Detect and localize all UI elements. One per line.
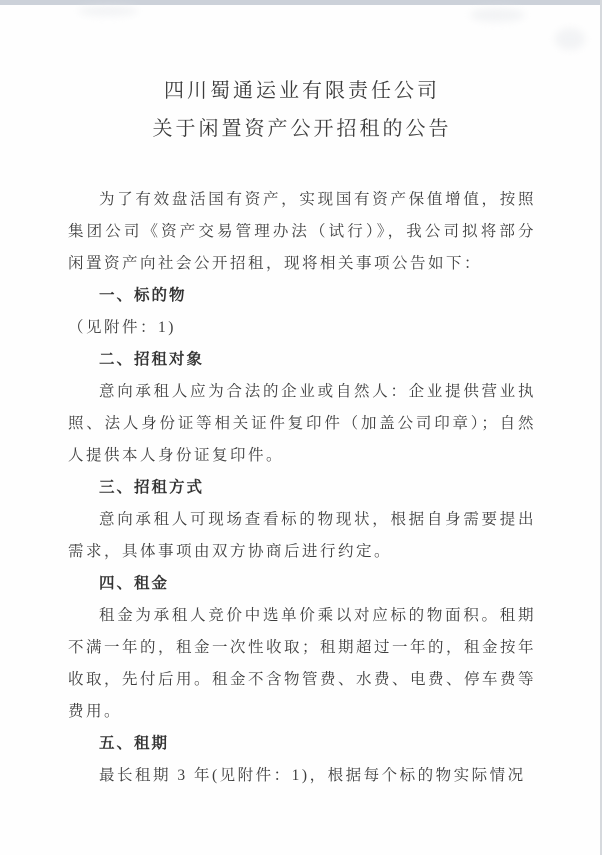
paragraph-intro: 为了有效盘活国有资产，实现国有资产保值增值，按照集团公司《资产交易管理办法（试行）》，我公司拟将部分闲置资产向社会公开招租，现将相关事项公告如下： [68,191,536,272]
document-title-line-2: 关于闲置资产公开招租的公告 [152,118,452,140]
scan-smudge [78,6,138,16]
document-title-line-1: 四川蜀通运业有限责任公司 [164,80,440,102]
document-content [68,72,536,792]
section-heading-lease-term: 五、租期 [99,735,170,752]
paragraph-rent-terms: 租金为承租人竞价中选单价乘以对应标的物面积。租期不满一年的，租金一次性收取；租期超过一年的，租金按年收取，先付后用。租金不含物管费、水费、电费、停车费等费用。 [68,607,537,720]
paragraph-attachment-reference: （见附件：1) [68,319,176,336]
section-heading-subject-matter: 一、标的物 [99,287,187,304]
scan-edge-top [0,0,602,5]
paragraph-lessee-eligibility: 意向承租人应为合法的企业或自然人：企业提供营业执照、法人身份证等相关证件复印件（加盖公司印章）；自然人提供本人身份证复印件。 [68,383,536,464]
scan-smudge [555,28,585,50]
document-body [68,184,536,792]
section-heading-lease-method: 三、招租方式 [99,479,205,496]
paragraph-lease-method: 意向承租人可现场查看标的物现状，根据自身需要提出需求，具体事项由双方协商后进行约定。 [68,511,536,560]
section-heading-rent: 四、租金 [99,575,170,592]
scan-smudge [470,8,525,22]
section-heading-lease-targets: 二、招租对象 [99,351,205,368]
paragraph-lease-term: 最长租期 3 年(见附件：1)，根据每个标的物实际情况 [99,767,526,784]
